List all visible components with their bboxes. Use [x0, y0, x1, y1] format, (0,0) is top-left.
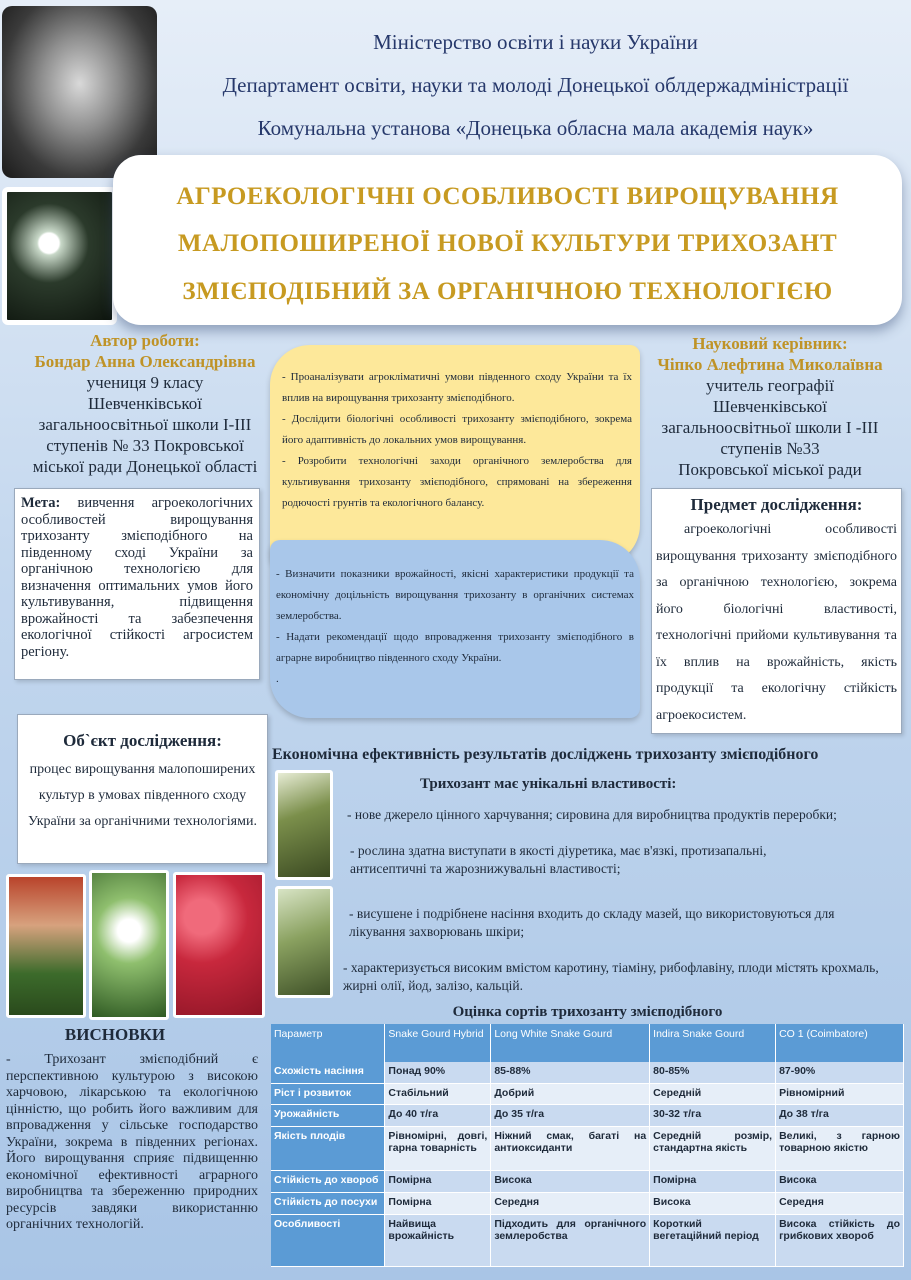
table-row — [271, 1214, 904, 1266]
table-row — [271, 1170, 904, 1192]
title-line-1: АГРОЕКОЛОГІЧНІ ОСОБЛИВОСТІ ВИРОЩУВАННЯ — [176, 183, 839, 210]
garden-photo — [6, 874, 86, 1018]
table-row — [271, 1192, 904, 1214]
table-cell: Урожайність — [271, 1104, 385, 1126]
table-cell: Помірна — [385, 1170, 491, 1192]
table-cell: Підходить для органічного землеробства — [491, 1214, 650, 1266]
snake-gourd-photo — [275, 770, 333, 880]
table-cell: Великі, з гарною товарною якістю — [776, 1126, 904, 1170]
econ-title: Економічна ефективність результатів досліджень трихозанту змієподібного — [272, 746, 819, 763]
author-line: ступенів № 33 Покровської — [46, 436, 244, 455]
vine-photo — [275, 886, 333, 998]
property-item: - характеризується високим вмістом каротину, тіаміну, рибофлавіну, плоди містять крохмаль, жирні олії, йод, залізо, кальцій. — [343, 960, 879, 993]
table-header-row — [271, 1024, 904, 1062]
header-institution: Комунальна установа «Донецька обласна мала академія наук» — [257, 116, 814, 140]
table-cell: Ріст і розвиток — [271, 1083, 385, 1104]
author-line: Шевченківської — [87, 394, 203, 413]
table-cell: Середній розмір, стандартна якість — [650, 1126, 776, 1170]
header-department: Департамент освіти, науки та молоді Донецької облдержадміністрації — [222, 73, 849, 97]
table-header: Indira Snake Gourd — [650, 1024, 776, 1062]
table-header: Long White Snake Gourd — [491, 1024, 650, 1062]
author-label: Автор роботи: — [90, 331, 200, 350]
table-cell: Висока — [650, 1192, 776, 1214]
table-cell: Якість плодів — [271, 1126, 385, 1170]
table-title: Оцінка сортів трихозанту змієподібного — [452, 1004, 723, 1020]
table-cell: Понад 90% — [385, 1062, 491, 1083]
subject-title: Предмет дослідження: — [690, 495, 863, 514]
table-header: Snake Gourd Hybrid — [385, 1024, 491, 1062]
title-line-3: ЗМІЄПОДІБНИЙ ЗА ОРГАНІЧНОЮ ТЕХНОЛОГІЄЮ — [182, 278, 833, 305]
object-text: процес вирощування малопоширених культур в умовах південного сходу України за органічними технологіями. — [28, 762, 257, 829]
author-block — [14, 330, 276, 477]
tasks-scroll-yellow — [270, 345, 640, 565]
supervisor-name: Чіпко Алефтина Миколаївна — [657, 355, 883, 374]
goal-box — [14, 488, 260, 680]
table-row — [271, 1062, 904, 1083]
task-item: - Дослідити біологічні особливості трихозанту змієподібного, зокрема його адаптивність до локальних умов вирощування. — [282, 413, 632, 446]
conclusions-text: - Трихозант змієподібний є перспективною культурою з високою харчовою, лікарською та екологічною цінністю, що робить його важливим для впровадження у сільське господарство України, зокрема в південних регіонах. Його вирощування сприяє підвищенню економічної ефективності аграрного виробництва та збереженню природних ресурсів завдяки використанню органічних технологій. — [6, 1052, 258, 1232]
table-row — [271, 1083, 904, 1104]
header-ministry: Міністерство освіти і науки України — [373, 30, 698, 54]
task-item: - Розробити технологічні заходи органічного землеробства для культивування трихозанту змієподібного, спрямовані на збереження родючості грунтів та екологічного балансу. — [282, 455, 632, 509]
title-line-2: МАЛОПОШИРЕНОЇ НОВОЇ КУЛЬТУРИ ТРИХОЗАНТ — [177, 230, 838, 257]
table-cell: Середня — [491, 1192, 650, 1214]
table-cell: Особливості — [271, 1214, 385, 1266]
supervisor-label: Науковий керівник: — [692, 334, 848, 353]
table-cell: Помірна — [650, 1170, 776, 1192]
table-cell: До 38 т/га — [776, 1104, 904, 1126]
task-item: - Визначити показники врожайності, якісні характеристики продукції та економічну доцільність вирощування трихозанту в органічних системах землеробства. — [276, 568, 634, 622]
task-item: . — [276, 673, 279, 685]
task-item: - Проаналізувати агрокліматичні умови південного сходу України та їх вплив на вирощування трихозанту змієподібного. — [282, 371, 632, 404]
task-item: - Надати рекомендації щодо впровадження трихозанту змієподібного в аграрне виробництво південного сходу України. — [276, 631, 634, 664]
table-cell: Висока — [491, 1170, 650, 1192]
conclusions-title: ВИСНОВКИ — [64, 1025, 166, 1044]
table-header: Параметр — [271, 1024, 385, 1062]
supervisor-line: ступенів №33 — [720, 439, 820, 458]
table-cell: 30-32 т/га — [650, 1104, 776, 1126]
table-cell: Помірна — [385, 1192, 491, 1214]
table-cell: До 40 т/га — [385, 1104, 491, 1126]
table-cell: Схожість насіння — [271, 1062, 385, 1083]
author-line: учениця 9 класу — [86, 373, 204, 392]
supervisor-line: загальноосвітньої школи І -ІІІ — [661, 418, 879, 437]
author-line: загальноосвітньої школи І-ІІІ — [38, 415, 252, 434]
author-line: міської ради Донецької області — [32, 457, 258, 476]
title-box — [113, 155, 902, 325]
supervisor-line: Шевченківської — [712, 397, 828, 416]
table-cell: Добрий — [491, 1083, 650, 1104]
table-cell: Ніжний смак, багаті на антиоксиданти — [491, 1126, 650, 1170]
subject-box — [651, 488, 902, 734]
object-box — [17, 714, 268, 864]
table-cell: До 35 т/га — [491, 1104, 650, 1126]
table-cell: Середній — [650, 1083, 776, 1104]
econ-subtitle: Трихозант має унікальні властивості: — [420, 776, 677, 792]
supervisor-line: Покровської міської ради — [678, 460, 862, 479]
property-item: - рослина здатна виступати в якості діуретика, має в'язкі, протизапальні, антисептичні та жарознижувальні властивості; — [350, 843, 767, 876]
supervisor-block — [640, 333, 900, 480]
table-cell: Висока — [776, 1170, 904, 1192]
object-title: Об`єкт дослідження: — [63, 731, 222, 750]
table-cell: 80-85% — [650, 1062, 776, 1083]
table-row — [271, 1104, 904, 1126]
table-cell: Стабільний — [385, 1083, 491, 1104]
author-name: Бондар Анна Олександрівна — [34, 352, 256, 371]
supervisor-line: учитель географії — [706, 376, 834, 395]
goal-label: Мета: — [21, 495, 61, 511]
goal-text: Мета: вивчення агроекологічних особливостей вирощування трихозанту змієподібного на південному сході України за органічною технологією для визначення оптимальних умов його культивування, підвищення врожайності та забезпечення екологічної стійкості агросистем регіону. — [21, 495, 253, 660]
table-cell: Найвища врожайність — [385, 1214, 491, 1266]
table-header: CO 1 (Coimbatore) — [776, 1024, 904, 1062]
table-cell: Стійкість до хвороб — [271, 1170, 385, 1192]
table-cell: Рівномірні, довгі, гарна товарність — [385, 1126, 491, 1170]
seeds-photo — [173, 872, 265, 1018]
table-cell: 85-88% — [491, 1062, 650, 1083]
author-portrait-photo — [2, 6, 157, 178]
table-cell: Рівномірний — [776, 1083, 904, 1104]
table-cell: Середня — [776, 1192, 904, 1214]
flower-photo — [2, 187, 117, 325]
flower-closeup-photo — [89, 870, 169, 1020]
table-row — [271, 1126, 904, 1170]
table-cell: Короткий вегетаційний період — [650, 1214, 776, 1266]
table-cell: 87-90% — [776, 1062, 904, 1083]
varieties-table — [271, 1024, 904, 1267]
property-item: - нове джерело цінного харчування; сировина для виробництва продуктів переробки; — [347, 807, 837, 822]
tasks-scroll-blue — [270, 540, 640, 718]
property-item: - висушене і подрібнене насіння входить до складу мазей, що використовуються для лікування захворювань шкіри; — [349, 906, 835, 939]
subject-text: агроекологічні особливості вирощування трихозанту змієподібного за органічною технологією, зокрема його біологічні властивості, технологічні прийоми культивування та їх вплив на врожайність, якість продукції та екологічну стійкість агроекосистем. — [656, 522, 897, 723]
table-cell: Стійкість до посухи — [271, 1192, 385, 1214]
table-cell: Висока стійкість до грибкових хвороб — [776, 1214, 904, 1266]
